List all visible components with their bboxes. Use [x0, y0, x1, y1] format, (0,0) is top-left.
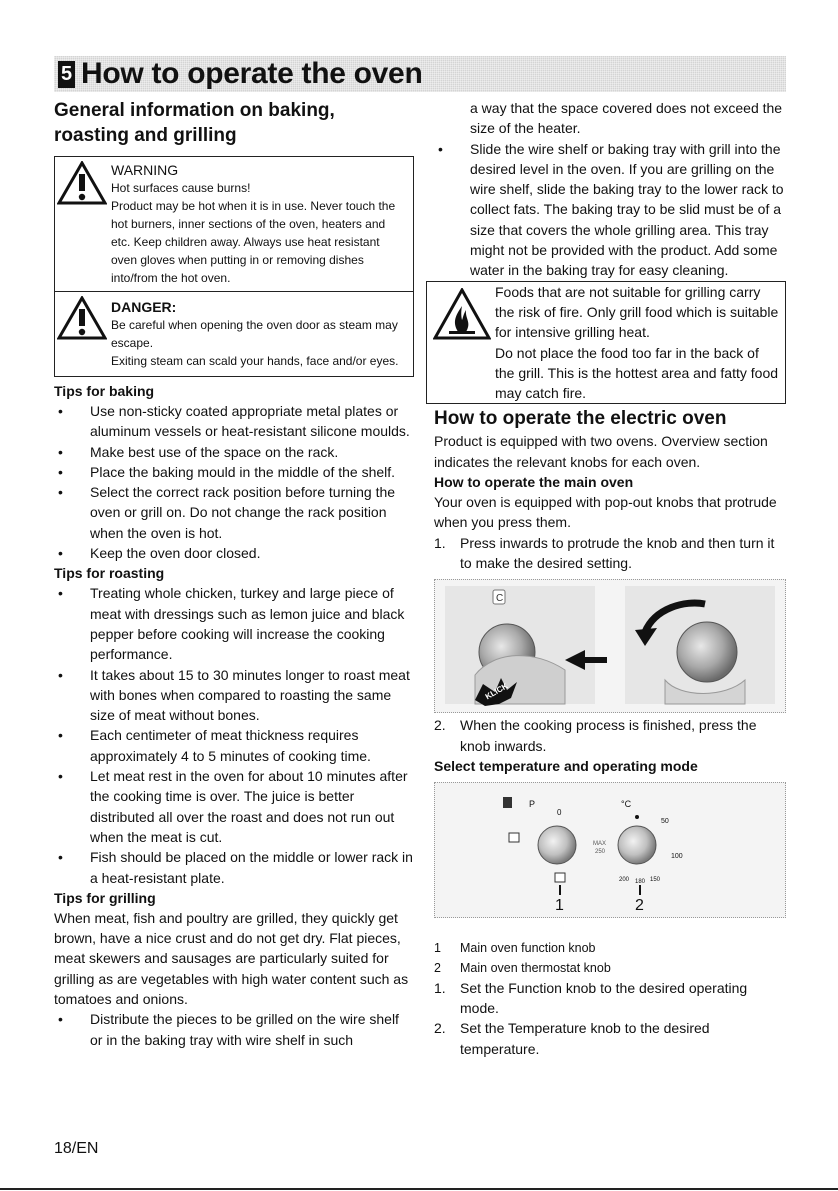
right-column: [434, 98, 786, 1059]
tips-roasting-title: Tips for roasting: [54, 565, 165, 582]
list-item: 1. Press inwards to protrude the knob and then turn it to make the desired setting.: [434, 534, 775, 571]
section-banner: [54, 56, 786, 92]
danger-line1: Be careful when opening the oven door as steam may escape.: [111, 318, 398, 350]
temp-180: 180: [635, 878, 646, 885]
warning-triangle-icon: [57, 161, 107, 205]
left-column: [54, 98, 414, 1050]
list-item: • Keep the oven door closed.: [54, 543, 414, 563]
legend-item: 2 Main oven thermostat knob: [434, 960, 611, 975]
fire-warning-box: [426, 281, 786, 405]
tips-grilling-title: Tips for grilling: [54, 889, 156, 906]
temp-max: MAX: [593, 840, 607, 847]
page-number: 18/EN: [54, 1140, 99, 1157]
danger-line2: Exiting steam can scald your hands, face and/or eyes.: [111, 354, 399, 368]
list-item: • Select the correct rack position before turning the oven or grill on. Do not change the rack position when the oven is hot.: [54, 482, 414, 543]
danger-box: [54, 292, 414, 377]
warning-title: WARNING: [111, 162, 179, 178]
knob1-mode-p: P: [529, 798, 536, 809]
temp-150: 150: [650, 876, 661, 883]
tips-baking-list: [54, 401, 414, 563]
list-item: • Fish should be placed on the middle or lower rack in a heat-resistant plate.: [54, 847, 414, 888]
click-label: KLICK: [483, 681, 510, 702]
list-item: 2. Set the Temperature knob to the desired temperature.: [434, 1020, 710, 1057]
setting-steps: [434, 978, 786, 1059]
warning-box: [54, 156, 414, 292]
knob-symbol: C: [496, 593, 504, 605]
list-item: • Slide the wire shelf or baking tray with grill into the desired level in the oven. If you are grilling on the wire shelf, slide the baking tray to the lower rack to collect fats. The baking tray to be slid must be of a size that covers the whole grilling area. This tray might not be provided with the product. Add some water in the baking tray for easy cleaning.: [434, 139, 786, 281]
warning-line1: Hot surfaces cause burns!: [111, 181, 251, 195]
legend-item: 1 Main oven function knob: [434, 940, 596, 955]
list-item: • Treating whole chicken, turkey and large piece of meat with dressings such as lemon juice and black pepper before cooking will increase the cooking performance.: [54, 583, 414, 664]
knob2-number: 2: [635, 896, 644, 914]
general-info-heading: General information on baking, roasting and grilling: [54, 100, 335, 146]
knobs-diagram: [434, 782, 786, 918]
list-item: 1. Set the Function knob to the desired operating mode.: [434, 979, 748, 1017]
list-item: • Make best use of the space on the rack.: [54, 442, 414, 462]
finish-steps: [434, 715, 786, 756]
knob2-unit: °C: [621, 798, 632, 809]
page-bottom-rule: [0, 1188, 838, 1190]
list-item: • Use non-sticky coated appropriate metal plates or aluminum vessels or heat-resistant silicone moulds.: [54, 401, 414, 442]
tips-roasting-list: [54, 583, 414, 887]
grilling-intro: When meat, fish and poultry are grilled, they quickly get brown, have a nice crust and do not get dry. Flat pieces, meat skewers and sausages are particularly suited for grilling as are vegetables with high water content such as tomatoes and onions.: [54, 909, 409, 1008]
electric-oven-heading: How to operate the electric oven: [434, 408, 727, 430]
knob1-number: 1: [555, 896, 564, 914]
electric-oven-intro: Product is equipped with two ovens. Overview section indicates the relevant knobs for each oven.: [434, 433, 768, 470]
list-item: • Place the baking mould in the middle of the shelf.: [54, 462, 414, 482]
fire-warning-line2: Do not place the food too far in the back of the grill. This is the hottest area and fatty food may catch fire.: [495, 344, 779, 402]
main-oven-title: How to operate the main oven: [434, 474, 634, 491]
knobs-diagram-image: [435, 783, 785, 917]
grilling-item1-continued: a way that the space covered does not exceed the size of the heater.: [470, 100, 783, 137]
tips-grilling-list: [54, 1009, 414, 1050]
temp-50: 50: [661, 817, 669, 825]
knob-press-illustration: [434, 579, 786, 713]
list-item: • Let meat rest in the oven for about 10 minutes after the cooking time is over. The juice is better distributed all over the roast and does not run out when the meat is cut.: [54, 766, 414, 847]
warning-triangle-icon: [57, 296, 107, 340]
temp-100: 100: [671, 852, 683, 860]
list-item: • Each centimeter of meat thickness requires approximately 4 to 5 minutes of cooking time.: [54, 725, 414, 766]
fire-warning-icon: [433, 288, 491, 340]
list-item: • It takes about 15 to 30 minutes longer to roast meat with bones when compared to roasting the same size of meat without bones.: [54, 665, 414, 726]
list-item: • Distribute the pieces to be grilled on the wire shelf or in the baking tray with wire shelf in such: [54, 1009, 414, 1050]
main-oven-intro: Your oven is equipped with pop-out knobs that protrude when you press them.: [434, 494, 777, 531]
knob1-off-label: 0: [557, 807, 562, 817]
tips-baking-title: Tips for baking: [54, 383, 155, 399]
danger-title: DANGER:: [111, 299, 177, 315]
select-temp-title: Select temperature and operating mode: [434, 757, 698, 774]
temp-200: 200: [619, 876, 630, 883]
section-number: 5: [58, 61, 75, 88]
list-item: 2. When the cooking process is finished, press the knob inwards.: [434, 717, 757, 754]
fire-warning-line1: Foods that are not suitable for grilling carry the risk of fire. Only grill food which is suitable for intensive grilling heat.: [495, 283, 779, 341]
knob-press-image: [435, 580, 785, 712]
temp-250: 250: [595, 848, 606, 855]
grilling-list-continued: [434, 139, 786, 281]
pop-out-steps: [434, 533, 786, 574]
knob-legend: [434, 938, 786, 978]
warning-text: Product may be hot when it is in use. Never touch the hot burners, inner sections of the oven, heaters and etc. Keep children away. Always use heat resistant oven gloves when putting in or removing dishes into/from the hot oven.: [111, 199, 396, 285]
section-title: How to operate the oven: [81, 57, 423, 90]
